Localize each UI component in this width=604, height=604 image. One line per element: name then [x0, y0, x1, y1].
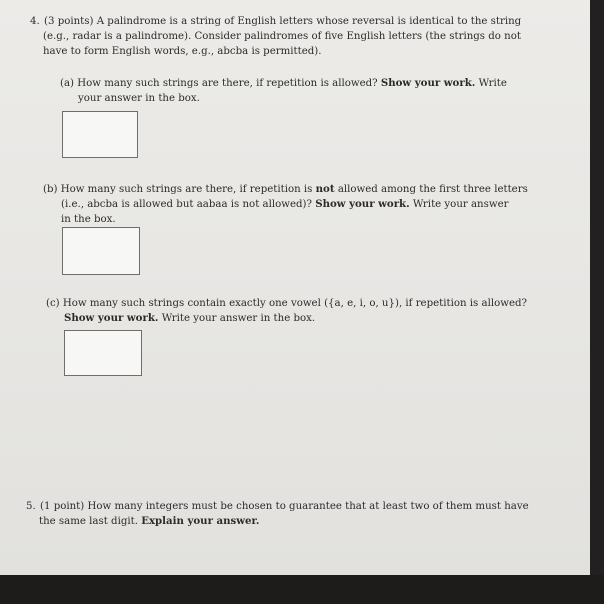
question-5-line2: the same last digit. [39, 516, 138, 527]
question-4b [43, 182, 583, 227]
background-edge-bottom [0, 575, 604, 604]
question-5 [26, 499, 582, 529]
answer-box-4c[interactable] [64, 330, 142, 376]
answer-box-4a[interactable] [62, 111, 138, 158]
answer-box-4b[interactable] [62, 227, 140, 275]
question-4b-text-cont: allowed among the first three letters [337, 184, 528, 195]
question-4b-line2: (i.e., abcba is allowed but aabaa is not allowed)? [61, 199, 312, 210]
question-4a-line2: your answer in the box. [78, 93, 200, 104]
question-4-number: 4. [30, 16, 40, 27]
question-5-number: 5. [26, 501, 36, 512]
question-4-line1: (3 points) A palindrome is a string of English letters whose reversal is identical to the string [44, 16, 522, 27]
question-4a [60, 76, 580, 106]
question-4b-not: not [315, 183, 335, 195]
question-4 [30, 14, 580, 59]
question-4-line2: (e.g., radar is a palindrome). Consider palindromes of five English letters (the strings do not [43, 31, 521, 42]
question-5-line1: (1 point) How many integers must be chosen to guarantee that at least two of them must have [40, 501, 529, 512]
question-4c [46, 296, 586, 326]
question-4a-text: (a) How many such strings are there, if repetition is allowed? [60, 78, 378, 89]
question-4a-write: Write [478, 78, 507, 89]
question-5-explain: Explain your answer. [141, 515, 260, 527]
question-4c-show-work: Show your work. [64, 312, 159, 324]
question-4a-show-work: Show your work. [380, 77, 476, 89]
question-4b-text: (b) How many such strings are there, if repetition is [43, 184, 313, 195]
question-4b-line3: in the box. [61, 214, 116, 225]
question-4-line3: have to form English words, e.g., abcba is permitted). [43, 46, 322, 57]
question-4b-write: Write your answer [412, 199, 509, 210]
question-4b-show-work: Show your work. [315, 198, 410, 210]
question-4c-write: Write your answer in the box. [161, 313, 316, 324]
question-4c-line1: (c) How many such strings contain exactly one vowel ({a, e, i, o, u}), if repetition is allowed? [46, 298, 527, 309]
background-edge-right [590, 0, 604, 604]
